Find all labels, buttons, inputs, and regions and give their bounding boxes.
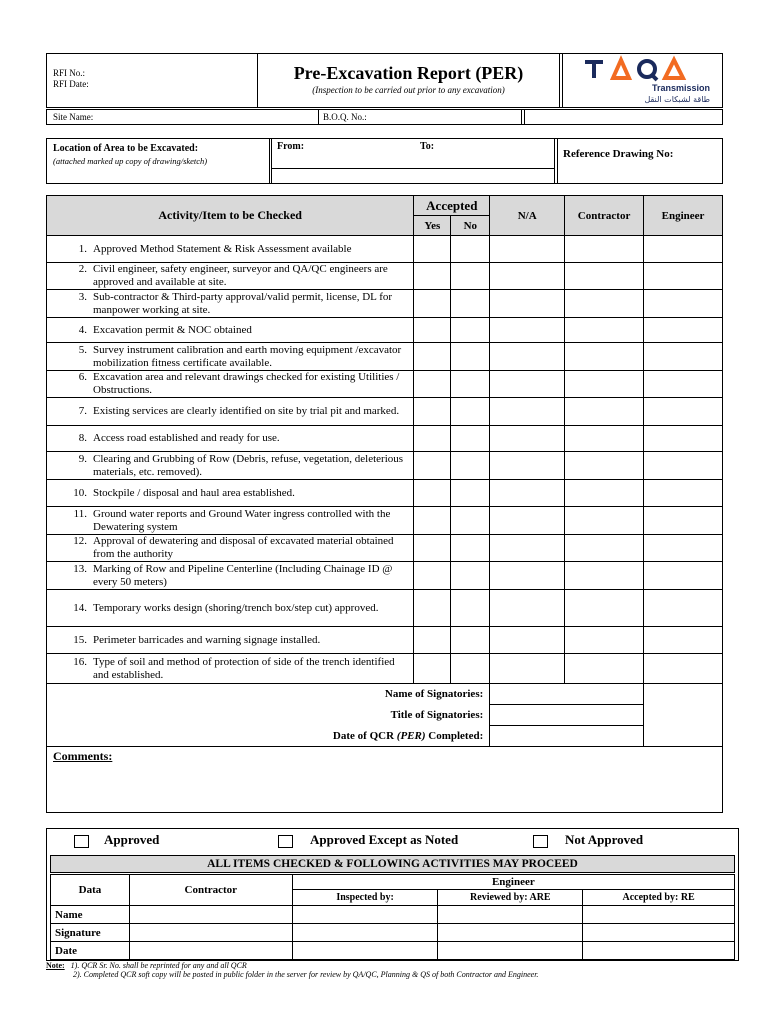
- yes-cell[interactable]: [414, 654, 451, 684]
- checklist-item: [47, 627, 414, 654]
- checklist-item: [47, 654, 414, 684]
- engineer-cell[interactable]: [644, 452, 723, 480]
- checklist-row: [47, 263, 723, 290]
- engineer-cell[interactable]: [644, 654, 723, 684]
- checklist-row: [47, 318, 723, 343]
- item-text: Excavation area and relevant drawings checked for existing Utilities / Obstructions.: [93, 371, 400, 396]
- inspected-signature-cell[interactable]: [292, 924, 438, 942]
- logo-arabic-text: طاقة لشبكات النقل: [644, 95, 710, 104]
- checklist-row: [47, 371, 723, 398]
- item-number: 13.: [73, 562, 87, 575]
- contractor-cell[interactable]: [565, 590, 644, 627]
- checklist-row: [47, 507, 723, 535]
- contractor-name-cell[interactable]: [129, 906, 292, 924]
- signature-table: [50, 874, 735, 960]
- engineer-cell[interactable]: [644, 398, 723, 426]
- item-number: 16.: [73, 655, 87, 668]
- contractor-cell[interactable]: [565, 535, 644, 562]
- logo-transmission-text: Transmission: [651, 83, 710, 93]
- item-number: 6.: [78, 371, 87, 383]
- checklist-item: [47, 507, 414, 535]
- rfi-date-label: RFI Date:: [53, 79, 89, 89]
- checklist-item: [47, 426, 414, 452]
- no-cell[interactable]: [451, 371, 490, 398]
- na-cell[interactable]: [490, 398, 565, 426]
- yes-cell[interactable]: [414, 398, 451, 426]
- checklist-row: [47, 452, 723, 480]
- inspected-by-header: Inspected by:: [292, 890, 438, 906]
- item-number: 14.: [73, 601, 87, 614]
- contractor-cell[interactable]: [565, 236, 644, 263]
- accepted-name-cell[interactable]: [583, 906, 735, 924]
- site-row: [46, 109, 723, 125]
- no-cell[interactable]: [451, 480, 490, 507]
- boq-label: B.O.Q. No.:: [323, 112, 367, 122]
- divider: [562, 54, 563, 107]
- item-text: Existing services are clearly identified on site by trial pit and marked.: [93, 405, 400, 417]
- item-text: Survey instrument calibration and earth moving equipment /excavator mobilization fitness certificate available.: [93, 343, 402, 369]
- na-cell[interactable]: [490, 426, 565, 452]
- yes-cell[interactable]: [414, 371, 451, 398]
- yes-cell[interactable]: [414, 535, 451, 562]
- yes-cell[interactable]: [414, 507, 451, 535]
- yes-cell[interactable]: [414, 426, 451, 452]
- from-label: From:: [277, 141, 305, 152]
- na-cell[interactable]: [490, 290, 565, 318]
- engineer-cell[interactable]: [644, 236, 723, 263]
- checklist-item: [47, 535, 414, 562]
- engineer-cell[interactable]: [644, 535, 723, 562]
- checklist-row: [47, 590, 723, 627]
- engineer-cell[interactable]: [644, 627, 723, 654]
- qcr-date-label-text: Date of QCR (PER) Completed:: [332, 729, 484, 742]
- na-cell[interactable]: [490, 318, 565, 343]
- item-text: Civil engineer, safety engineer, surveyor and QA/QC engineers are approved and available at site.: [93, 263, 388, 288]
- divider: [559, 54, 560, 107]
- item-text: Marking of Row and Pipeline Centerline (Including Chainage ID @ every 50 meters): [93, 562, 393, 588]
- signatories-name-label: Name of Signatories:: [47, 684, 490, 705]
- name-row-label: Name: [51, 906, 130, 924]
- item-number: 4.: [78, 323, 87, 336]
- not-approved-label: Not Approved: [565, 832, 644, 847]
- item-text: Ground water reports and Ground Water ingress controlled with the Dewatering system: [93, 507, 391, 533]
- engineer-cell[interactable]: [644, 371, 723, 398]
- activity-header: Activity/Item to be Checked: [47, 196, 414, 236]
- item-text: Approval of dewatering and disposal of excavated material obtained from the authority: [93, 535, 394, 560]
- no-cell[interactable]: [451, 398, 490, 426]
- checklist-item: [47, 480, 414, 507]
- checklist-item: [47, 263, 414, 290]
- signatories-title-cell[interactable]: [490, 705, 644, 726]
- contractor-cell[interactable]: [565, 426, 644, 452]
- no-header: No: [451, 216, 490, 236]
- na-cell[interactable]: [490, 590, 565, 627]
- checklist-item: [47, 343, 414, 371]
- reviewed-signature-cell[interactable]: [438, 924, 583, 942]
- no-cell[interactable]: [451, 318, 490, 343]
- signatories-title-label: Title of Signatories:: [47, 705, 490, 726]
- no-cell[interactable]: [451, 236, 490, 263]
- yes-header: Yes: [414, 216, 451, 236]
- checklist-row: [47, 426, 723, 452]
- na-cell[interactable]: [490, 654, 565, 684]
- no-cell[interactable]: [451, 627, 490, 654]
- reviewed-by-header: Reviewed by: ARE: [438, 890, 583, 906]
- checklist-item: [47, 452, 414, 480]
- date-row-label: Date: [51, 942, 130, 960]
- contractor-cell[interactable]: [565, 371, 644, 398]
- site-name-label: Site Name:: [53, 112, 94, 122]
- item-text: Access road established and ready for use.: [93, 432, 280, 444]
- inspected-date-cell[interactable]: [292, 942, 438, 960]
- contractor-cell[interactable]: [565, 263, 644, 290]
- checklist-item: [47, 562, 414, 590]
- checklist-row: [47, 343, 723, 371]
- accepted-signature-cell[interactable]: [583, 924, 735, 942]
- accepted-header: Accepted: [414, 196, 490, 216]
- item-number: 9.: [78, 452, 87, 465]
- no-cell[interactable]: [451, 590, 490, 627]
- note-line-1: 1). QCR Sr. No. shall be reprinted for any and all QCR: [70, 961, 247, 970]
- item-text: Sub-contractor & Third-party approval/valid permit, license, DL for manpower working at site.: [93, 290, 393, 316]
- contractor-cell[interactable]: [565, 562, 644, 590]
- yes-cell[interactable]: [414, 480, 451, 507]
- na-cell[interactable]: [490, 507, 565, 535]
- contractor-cell[interactable]: [565, 480, 644, 507]
- item-number: 3.: [78, 290, 87, 303]
- contractor-cell[interactable]: [565, 343, 644, 371]
- checklist-item: [47, 290, 414, 318]
- checklist-table: [46, 195, 723, 813]
- footnote: [46, 961, 538, 979]
- yes-cell[interactable]: [414, 236, 451, 263]
- no-cell[interactable]: [451, 452, 490, 480]
- item-number: 8.: [78, 432, 87, 444]
- na-cell[interactable]: [490, 343, 565, 371]
- item-number: 7.: [78, 405, 87, 417]
- na-cell[interactable]: [490, 562, 565, 590]
- na-cell[interactable]: [490, 263, 565, 290]
- engineer-cell[interactable]: [644, 426, 723, 452]
- na-cell[interactable]: [490, 480, 565, 507]
- checklist-item: [47, 371, 414, 398]
- comments-label: Comments:: [53, 749, 113, 763]
- no-cell[interactable]: [451, 535, 490, 562]
- no-cell[interactable]: [451, 290, 490, 318]
- engineer-col-header: Engineer: [292, 875, 734, 890]
- checklist-row: [47, 627, 723, 654]
- data-header: Data: [51, 875, 130, 906]
- checklist-item: [47, 590, 414, 627]
- yes-cell[interactable]: [414, 590, 451, 627]
- yes-cell[interactable]: [414, 263, 451, 290]
- contractor-header: Contractor: [565, 196, 644, 236]
- no-cell[interactable]: [451, 343, 490, 371]
- note-line-2: 2). Completed QCR soft copy will be posted in public folder in the server for review by QA/QC, Planning & QS of both Contractor and Engineer.: [73, 970, 539, 979]
- yes-cell[interactable]: [414, 290, 451, 318]
- proceed-banner: ALL ITEMS CHECKED & FOLLOWING ACTIVITIES MAY PROCEED: [50, 855, 735, 873]
- engineer-cell[interactable]: [644, 318, 723, 343]
- location-box: [46, 138, 723, 184]
- checklist-row: [47, 398, 723, 426]
- na-cell[interactable]: [490, 371, 565, 398]
- contractor-col-header: Contractor: [129, 875, 292, 906]
- item-number: 11.: [73, 507, 87, 520]
- no-cell[interactable]: [451, 507, 490, 535]
- divider: [257, 54, 258, 107]
- rfi-no-label: RFI No.:: [53, 68, 86, 78]
- checklist-item: [47, 236, 414, 263]
- engineer-header: Engineer: [644, 196, 723, 236]
- engineer-cell[interactable]: [644, 290, 723, 318]
- checklist-item: [47, 318, 414, 343]
- item-text: Perimeter barricades and warning signage installed.: [93, 633, 321, 646]
- checklist-row: [47, 290, 723, 318]
- location-label: Location of Area to be Excavated:: [53, 143, 199, 154]
- no-cell[interactable]: [451, 562, 490, 590]
- na-header: N/A: [490, 196, 565, 236]
- reviewed-name-cell[interactable]: [438, 906, 583, 924]
- item-text: Approved Method Statement & Risk Assessment available: [93, 242, 352, 255]
- contractor-cell[interactable]: [565, 507, 644, 535]
- accepted-date-cell[interactable]: [583, 942, 735, 960]
- engineer-cell[interactable]: [644, 343, 723, 371]
- contractor-cell[interactable]: [565, 654, 644, 684]
- reviewed-date-cell[interactable]: [438, 942, 583, 960]
- page-title: Pre-Excavation Report (PER): [293, 63, 524, 83]
- reference-drawing-label: Reference Drawing No:: [563, 148, 674, 160]
- note-label: Note:: [46, 961, 65, 970]
- item-text: Type of soil and method of protection of side of the trench identified and established.: [93, 655, 395, 681]
- contractor-cell[interactable]: [565, 398, 644, 426]
- engineer-cell[interactable]: [644, 590, 723, 627]
- item-text: Stockpile / disposal and haul area established.: [93, 486, 295, 499]
- engineer-cell[interactable]: [644, 562, 723, 590]
- checklist-row: [47, 535, 723, 562]
- engineer-cell[interactable]: [644, 480, 723, 507]
- contractor-cell[interactable]: [565, 318, 644, 343]
- checklist-row: [47, 236, 723, 263]
- item-text: Temporary works design (shoring/trench box/step cut) approved.: [93, 601, 379, 614]
- approved-label: Approved: [104, 832, 160, 847]
- contractor-signature-cell[interactable]: [129, 924, 292, 942]
- location-sublabel: (attached marked up copy of drawing/sketch): [53, 156, 208, 166]
- na-cell[interactable]: [490, 452, 565, 480]
- item-number: 1.: [78, 242, 87, 255]
- checklist-item: [47, 398, 414, 426]
- approved-checkbox[interactable]: [74, 835, 89, 848]
- item-number: 15.: [73, 633, 87, 646]
- checklist-row: [47, 654, 723, 684]
- no-cell[interactable]: [451, 426, 490, 452]
- contractor-cell[interactable]: [565, 290, 644, 318]
- contractor-cell[interactable]: [565, 452, 644, 480]
- na-cell[interactable]: [490, 627, 565, 654]
- na-cell[interactable]: [490, 535, 565, 562]
- approved-noted-checkbox[interactable]: [278, 835, 293, 848]
- qcr-date-label: [47, 726, 490, 747]
- signatories-name-cell[interactable]: [490, 684, 644, 705]
- comments-area[interactable]: [47, 747, 723, 813]
- page-subtitle: (Inspection to be carried out prior to any excavation): [312, 85, 505, 95]
- item-text: Clearing and Grubbing of Row (Debris, refuse, vegetation, deleterious materials, etc. removed).: [93, 452, 404, 478]
- item-number: 2.: [78, 263, 87, 275]
- yes-cell[interactable]: [414, 318, 451, 343]
- yes-cell[interactable]: [414, 343, 451, 371]
- inspected-name-cell[interactable]: [292, 906, 438, 924]
- item-number: 10.: [73, 486, 87, 499]
- accepted-by-header: Accepted by: RE: [583, 890, 735, 906]
- contractor-date-cell[interactable]: [129, 942, 292, 960]
- no-cell[interactable]: [451, 263, 490, 290]
- contractor-cell[interactable]: [565, 627, 644, 654]
- checklist-row: [47, 480, 723, 507]
- yes-cell[interactable]: [414, 562, 451, 590]
- signature-row-label: Signature: [51, 924, 130, 942]
- to-label: To:: [420, 141, 435, 152]
- not-approved-checkbox[interactable]: [533, 835, 548, 848]
- checklist-row: [47, 562, 723, 590]
- na-cell[interactable]: [490, 236, 565, 263]
- engineer-cell[interactable]: [644, 507, 723, 535]
- approved-noted-label: Approved Except as Noted: [310, 832, 459, 847]
- item-number: 12.: [73, 535, 87, 547]
- qcr-date-cell[interactable]: [490, 726, 644, 747]
- taqa-logo: [565, 54, 723, 107]
- engineer-cell[interactable]: [644, 263, 723, 290]
- yes-cell[interactable]: [414, 627, 451, 654]
- yes-cell[interactable]: [414, 452, 451, 480]
- item-text: Excavation permit & NOC obtained: [93, 323, 252, 336]
- item-number: 5.: [78, 343, 87, 356]
- header-box: [46, 53, 723, 108]
- no-cell[interactable]: [451, 654, 490, 684]
- approval-block: [46, 828, 739, 961]
